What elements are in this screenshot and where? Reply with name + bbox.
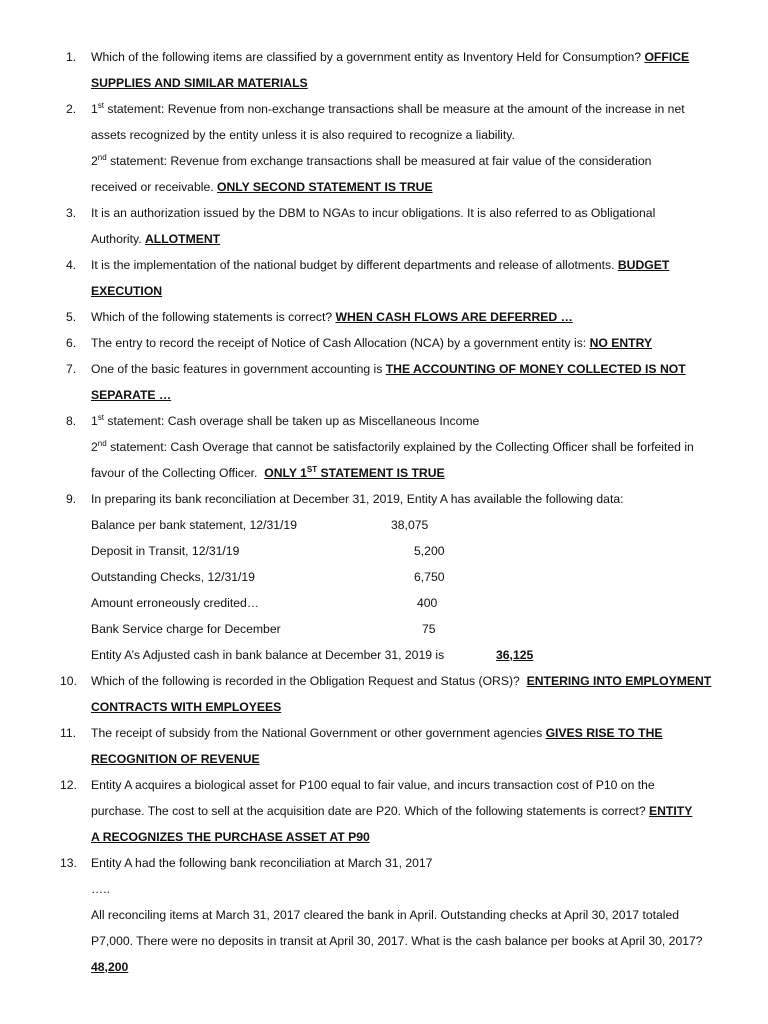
- question-number: 3.: [66, 206, 77, 220]
- answer-text: ONLY SECOND STATEMENT IS TRUE: [217, 180, 433, 194]
- row-label: Bank Service charge for December: [91, 622, 281, 636]
- question-10: [54, 668, 722, 720]
- question-text: …..: [91, 882, 110, 896]
- answer-text: WHEN CASH FLOWS ARE DEFERRED …: [335, 310, 573, 324]
- answer-part: STATEMENT IS TRUE: [317, 466, 445, 480]
- question-number: 11.: [60, 726, 77, 740]
- row-label: Deposit in Transit, 12/31/19: [91, 544, 240, 558]
- question-text: favour of the Collecting Officer.: [91, 466, 258, 480]
- question-1: [54, 44, 722, 96]
- answer-text: 48,200: [91, 960, 129, 974]
- answer-text: ENTERING INTO EMPLOYMENT: [526, 674, 712, 688]
- question-13: [54, 850, 722, 980]
- ordinal: 1: [91, 102, 98, 116]
- ordinal-suffix: st: [97, 412, 105, 422]
- answer-text: NO ENTRY: [589, 336, 653, 350]
- answer-text: A RECOGNIZES THE PURCHASE ASSET AT P90: [91, 830, 370, 844]
- question-text: All reconciling items at March 31, 2017 cleared the bank in April. Outstanding checks at April 30, 2017 totaled: [91, 908, 680, 922]
- question-text: assets recognized by the entity unless it is also required to recognize a liability.: [91, 128, 515, 142]
- question-number: 1.: [66, 50, 77, 64]
- question-number: 5.: [66, 310, 77, 324]
- question-text: statement: Cash Overage that cannot be satisfactorily explained by the Collecting Officer shall be forfeited in: [106, 440, 694, 454]
- answer-text: CONTRACTS WITH EMPLOYEES: [91, 700, 282, 714]
- answer-part: ONLY 1: [264, 466, 307, 480]
- answer-text: 36,125: [496, 648, 534, 662]
- question-text: Authority.: [91, 232, 142, 246]
- row-value: 5,200: [414, 544, 445, 558]
- question-text: Entity A’s Adjusted cash in bank balance at December 31, 2019 is: [91, 648, 445, 662]
- row-label: Amount erroneously credited…: [91, 596, 260, 610]
- ordinal-suffix: nd: [97, 438, 107, 448]
- answer-text: ENTITY: [649, 804, 693, 818]
- row-label: Outstanding Checks, 12/31/19: [91, 570, 255, 584]
- question-number: 6.: [66, 336, 77, 350]
- answer-text: [264, 466, 444, 480]
- question-number: 13.: [60, 856, 77, 870]
- question-8: [54, 408, 722, 486]
- question-text: One of the basic features in government accounting is: [91, 362, 383, 376]
- data-row: [91, 564, 722, 590]
- question-number: 2.: [66, 102, 77, 116]
- answer-text: SUPPLIES AND SIMILAR MATERIALS: [91, 76, 308, 90]
- ordinal-suffix: ST: [306, 464, 318, 474]
- question-text: purchase. The cost to sell at the acquisition date are P20. Which of the following statements is correct?: [91, 804, 646, 818]
- question-11: [54, 720, 722, 772]
- data-row: [91, 616, 722, 642]
- answer-text: SEPARATE …: [91, 388, 172, 402]
- question-number: 12.: [60, 778, 77, 792]
- row-value: 400: [417, 596, 438, 610]
- question-text: The receipt of subsidy from the National Government or other government agencies: [91, 726, 543, 740]
- answer-text: RECOGNITION OF REVENUE: [91, 752, 260, 766]
- question-text: Which of the following statements is correct?: [91, 310, 333, 324]
- question-text: It is an authorization issued by the DBM to NGAs to incur obligations. It is also referred to as Obligational: [91, 206, 656, 220]
- answer-text: OFFICE: [644, 50, 690, 64]
- question-2: [54, 96, 722, 200]
- ordinal-suffix: st: [97, 100, 105, 110]
- question-number: 9.: [66, 492, 77, 506]
- row-value: 75: [422, 622, 436, 636]
- question-text: The entry to record the receipt of Notice of Cash Allocation (NCA) by a government entity is:: [91, 336, 587, 350]
- answer-text: GIVES RISE TO THE: [545, 726, 663, 740]
- data-row: [91, 512, 722, 538]
- ordinal: 1: [91, 414, 98, 428]
- question-text: Entity A acquires a biological asset for P100 equal to fair value, and incurs transaction cost of P10 on the: [91, 778, 655, 792]
- ordinal: 2: [91, 440, 98, 454]
- question-number: 8.: [66, 414, 77, 428]
- question-4: [54, 252, 722, 304]
- answer-text: BUDGET: [617, 258, 670, 272]
- question-12: [54, 772, 722, 850]
- data-row: [91, 538, 722, 564]
- ordinal-suffix: nd: [97, 152, 107, 162]
- data-row: [91, 590, 722, 616]
- question-5: [54, 304, 722, 330]
- question-text: statement: Cash overage shall be taken up as Miscellaneous Income: [104, 414, 480, 428]
- question-number: 10.: [60, 674, 77, 688]
- question-text: Which of the following items are classified by a government entity as Inventory Held for Consumption?: [91, 50, 642, 64]
- question-text: P7,000. There were no deposits in transit at April 30, 2017. What is the cash balance per books at April 30, 2017?: [91, 934, 703, 948]
- data-row: [91, 642, 722, 668]
- question-text: Entity A had the following bank reconciliation at March 31, 2017: [91, 856, 433, 870]
- question-text: statement: Revenue from non-exchange transactions shall be measure at the amount of the increase in net: [104, 102, 685, 116]
- answer-text: ALLOTMENT: [144, 232, 221, 246]
- question-text: statement: Revenue from exchange transactions shall be measured at fair value of the consideration: [106, 154, 652, 168]
- row-label: Balance per bank statement, 12/31/19: [91, 518, 297, 532]
- question-7: [54, 356, 722, 408]
- question-text: In preparing its bank reconciliation at December 31, 2019, Entity A has available the following data:: [91, 492, 624, 506]
- question-text: Which of the following is recorded in the Obligation Request and Status (ORS)?: [91, 674, 520, 688]
- question-6: [54, 330, 722, 356]
- question-text: It is the implementation of the national budget by different departments and release of allotments.: [91, 258, 615, 272]
- question-text: received or receivable.: [91, 180, 214, 194]
- question-number: 4.: [66, 258, 77, 272]
- answer-text: EXECUTION: [91, 284, 163, 298]
- question-9: [54, 486, 722, 668]
- answer-text: THE ACCOUNTING OF MONEY COLLECTED IS NOT: [385, 362, 686, 376]
- question-3: [54, 200, 722, 252]
- row-value: 38,075: [391, 518, 429, 532]
- question-number: 7.: [66, 362, 77, 376]
- row-value: 6,750: [414, 570, 445, 584]
- ordinal: 2: [91, 154, 98, 168]
